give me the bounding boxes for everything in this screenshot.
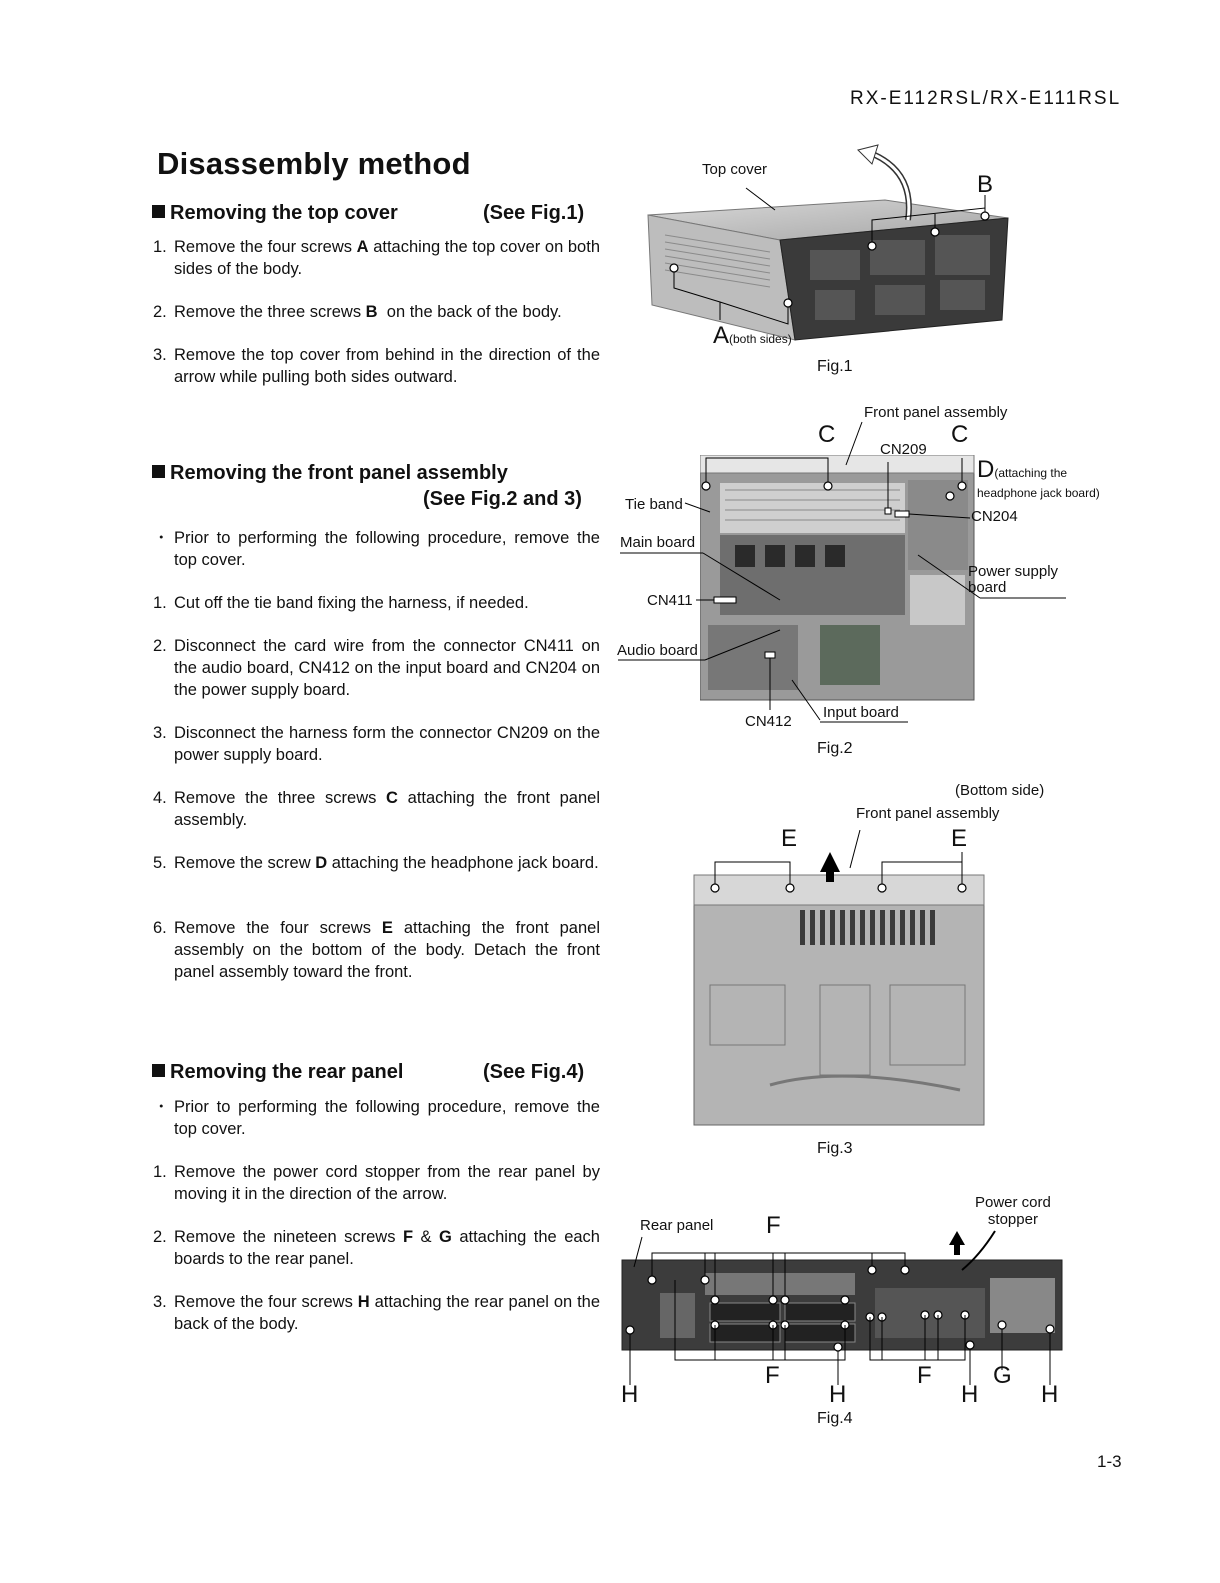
fig2-label-cn412: CN412 bbox=[745, 713, 792, 730]
step: 2. Disconnect the card wire from the connector CN411 on the audio board, CN412 on the input board and CN204 on the power supply board. bbox=[153, 637, 600, 699]
step: 1. Cut off the tie band fixing the harness, if needed. bbox=[153, 594, 529, 612]
page-number: 1-3 bbox=[1097, 1452, 1122, 1471]
fig3-label-e-left: E bbox=[781, 825, 798, 852]
fig2-label-audio-board: Audio board bbox=[617, 642, 698, 659]
square-bullet-icon bbox=[152, 205, 165, 218]
fig4-label-h-1: H bbox=[621, 1381, 639, 1408]
fig2-caption: Fig.2 bbox=[817, 740, 853, 757]
fig1-caption: Fig.1 bbox=[817, 358, 853, 375]
fig2-label-c-left: C bbox=[818, 421, 836, 448]
square-bullet-icon bbox=[152, 465, 165, 478]
fig4-label-g: G bbox=[993, 1362, 1012, 1389]
step: 2. Remove the three screws B on the back of the body. bbox=[153, 303, 562, 321]
fig1-label-top-cover: Top cover bbox=[702, 161, 768, 178]
fig2-label-c-right: C bbox=[951, 421, 969, 448]
fig4-label-rear-panel: Rear panel bbox=[640, 1217, 714, 1234]
fig3-label-bottom-side: (Bottom side) bbox=[955, 782, 1045, 799]
step: 4. Remove the three screws C attaching the front panel assembly. bbox=[153, 789, 600, 829]
fig1-label-b: B bbox=[977, 171, 994, 198]
fig2-label-cn209: CN209 bbox=[880, 441, 927, 458]
fig3-label-e-right: E bbox=[951, 825, 968, 852]
step: ・ Prior to performing the following procedure, remove the top cover. bbox=[153, 529, 600, 569]
fig2-label-main-board: Main board bbox=[620, 534, 696, 551]
up-arrow-icon bbox=[949, 1231, 965, 1255]
section-heading-front-panel: Removing the front panel assembly bbox=[152, 462, 508, 485]
section-ref-fig4: (See Fig.4) bbox=[483, 1061, 585, 1083]
fig2-label-input-board: Input board bbox=[823, 704, 899, 721]
section-ref-fig1: (See Fig.1) bbox=[483, 202, 585, 224]
figure-3-callouts bbox=[690, 830, 990, 910]
fig4-label-h-3: H bbox=[961, 1381, 979, 1408]
fig4-label-h-4: H bbox=[1041, 1381, 1059, 1408]
fig4-caption: Fig.4 bbox=[817, 1410, 853, 1427]
fig3-label-front-panel-assembly: Front panel assembly bbox=[856, 805, 1000, 822]
section-ref-fig2-3: (See Fig.2 and 3) bbox=[423, 488, 582, 510]
step: 1. Remove the power cord stopper from the rear panel by moving it in the direction of the arrow. bbox=[153, 1163, 600, 1203]
step: ・ Prior to performing the following procedure, remove the top cover. bbox=[153, 1098, 600, 1138]
figure-4-callouts bbox=[620, 1225, 1065, 1385]
step: 3. Remove the four screws H attaching the rear panel on the back of the body. bbox=[153, 1293, 601, 1333]
fig3-caption: Fig.3 bbox=[817, 1140, 853, 1157]
step: 2. Remove the nineteen screws F & G attaching the each boards to the rear panel. bbox=[153, 1228, 600, 1268]
step: 3. Disconnect the harness form the connector CN209 on the power supply board. bbox=[153, 724, 600, 764]
model-number: RX-E112RSL/RX-E111RSL bbox=[850, 88, 1122, 109]
section-heading-top-cover: Removing the top cover bbox=[152, 202, 398, 225]
fig2-label-cn411: CN411 bbox=[647, 592, 693, 609]
fig4-label-h-2: H bbox=[829, 1381, 847, 1408]
fig1-label-a: A(both sides) bbox=[713, 322, 792, 349]
fig2-label-tie-band: Tie band bbox=[625, 496, 683, 513]
step: 5. Remove the screw D attaching the headphone jack board. bbox=[153, 854, 599, 872]
fig2-label-d-note: headphone jack board) bbox=[977, 486, 1100, 500]
section-heading-rear-panel: Removing the rear panel bbox=[152, 1061, 403, 1084]
step: 3. Remove the top cover from behind in the direction of the arrow while pulling both sides outward. bbox=[153, 346, 600, 386]
fig4-label-f-bottom-right: F bbox=[917, 1362, 932, 1389]
page-title: Disassembly method bbox=[157, 146, 471, 181]
fig2-label-d: D(attaching the bbox=[977, 456, 1068, 483]
step: 6. Remove the four screws E attaching the front panel assembly on the bottom of the body. Detach the front panel assembly toward the front. bbox=[153, 919, 600, 981]
fig4-label-power-cord-stopper: Power cord stopper bbox=[975, 1194, 1051, 1228]
fig2-label-power-supply-board: Power supply board bbox=[968, 563, 1059, 596]
step: 1. Remove the four screws A attaching the top cover on both sides of the body. bbox=[153, 238, 600, 278]
fig2-label-front-panel-assembly: Front panel assembly bbox=[864, 404, 1008, 421]
square-bullet-icon bbox=[152, 1064, 165, 1077]
fig4-label-f-bottom-left: F bbox=[765, 1362, 780, 1389]
up-arrow-icon bbox=[820, 852, 840, 882]
fig2-label-cn204: CN204 bbox=[971, 508, 1018, 525]
fig4-label-f-top: F bbox=[766, 1212, 781, 1239]
